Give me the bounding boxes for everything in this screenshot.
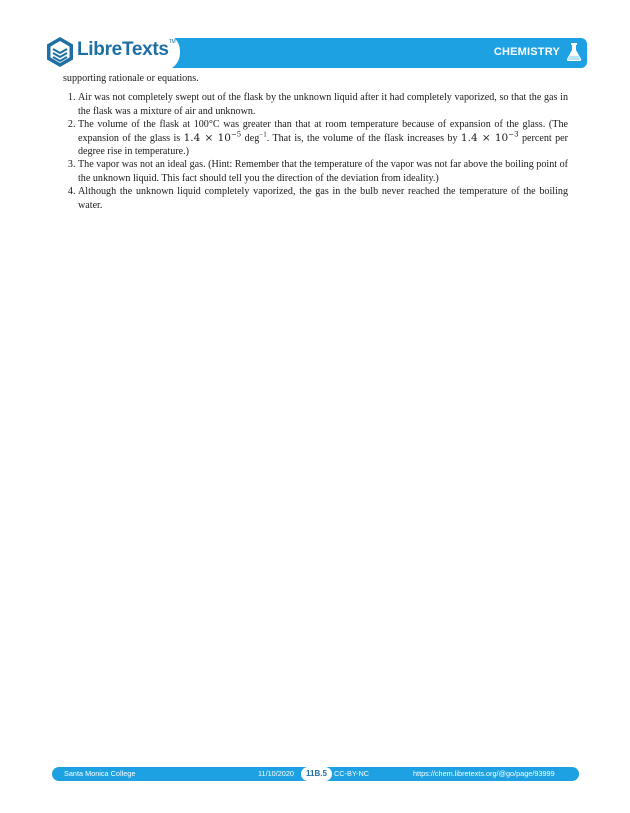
unit-exponent: −1 [259, 130, 267, 139]
page-footer [52, 767, 579, 781]
math-exponent: −3 [508, 130, 519, 139]
math-exponent: −5 [230, 130, 242, 139]
error-source-list [63, 91, 568, 212]
math-expansion-coefficient [184, 132, 242, 144]
document-body [63, 72, 568, 212]
list-item-text: Although the unknown liquid completely vaporized, the gas in the bulb never reached the temperature of the boiling water. [78, 186, 568, 211]
list-item-text-part2: deg [241, 132, 260, 144]
math-volume-increase [461, 132, 519, 144]
footer-date: 11/10/2020 [258, 769, 294, 778]
flask-icon [565, 42, 583, 62]
footer-url-link[interactable]: https://chem.libretexts.org/@go/page/93999 [413, 769, 555, 778]
page-header [0, 0, 630, 80]
footer-license[interactable]: CC-BY-NC [334, 769, 370, 778]
lead-text: supporting rationale or equations. [63, 73, 199, 84]
list-item-text: Air was not completely swept out of the flask by the unknown liquid after it had completely vaporized, so that the gas in the flask was a mixture of air and unknown. [78, 92, 568, 117]
math-base: 1.4 × 10 [183, 131, 231, 144]
math-base: 1.4 × 10 [460, 131, 509, 144]
footer-page-number: 11B.5 [301, 767, 332, 781]
list-item-text-part4: percent per degree rise in temperature.) [78, 132, 568, 158]
list-item-text: The vapor was not an ideal gas. (Hint: Remember that the temperature of the vapor was not far above the boiling point of the unknown liquid. This fact should tell you the direction of the deviation from ideality.) [78, 159, 568, 184]
list-item [78, 185, 568, 212]
logo-wordmark[interactable] [77, 39, 175, 61]
subject-title: CHEMISTRY [493, 46, 560, 58]
logo-text: LibreTexts [77, 39, 169, 60]
list-item [78, 118, 568, 158]
list-item-text-part3: . That is, the volume of the flask increases by [266, 132, 461, 144]
libretexts-logo-icon [45, 36, 75, 68]
list-item [78, 91, 568, 118]
footer-college: Santa Monica College [64, 769, 136, 778]
list-item [78, 158, 568, 185]
list-item-text-part1: The volume of the flask at 100°C was greater than that at room temperature because of expansion of the glass. (The expansion of the glass is [78, 119, 568, 144]
logo-trademark: TM [168, 39, 176, 45]
